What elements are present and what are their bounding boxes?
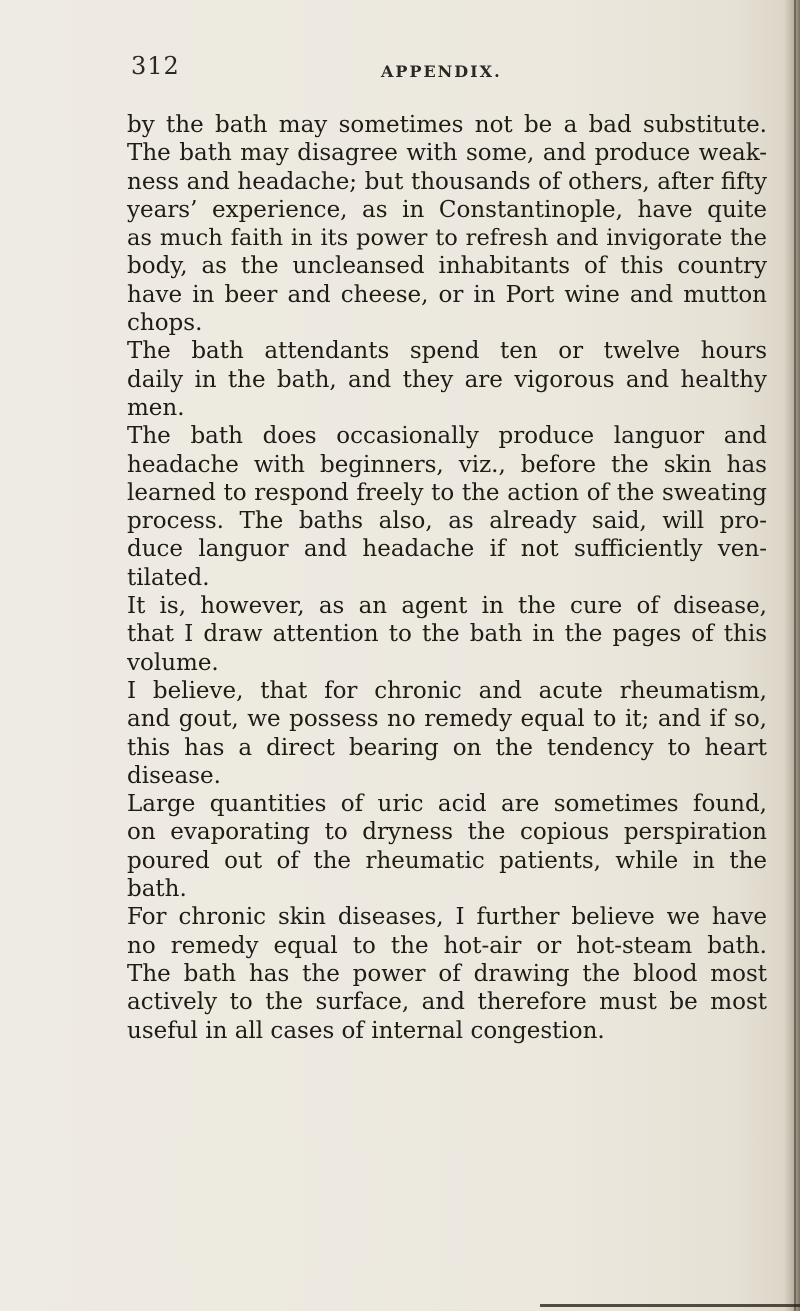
text-line: The bath has the power of drawing the blood most xyxy=(127,960,767,987)
text-line: ness and headache; but thousands of others, after fifty xyxy=(127,168,767,195)
text-line: I believe, that for chronic and acute rheumatism, xyxy=(127,677,767,704)
page-bottom-edge xyxy=(540,1304,800,1307)
text-line: that I draw attention to the bath in the pages of this xyxy=(127,621,767,648)
text-line: tilated. xyxy=(127,564,210,591)
text-line: volume. xyxy=(127,649,219,676)
text-line: The bath attendants spend ten or twelve hours xyxy=(127,338,767,365)
text-line: The bath does occasionally produce languor and xyxy=(127,423,767,450)
page-edge-line xyxy=(794,0,796,1311)
text-line: and gout, we possess no remedy equal to it; and if so, xyxy=(127,706,767,733)
text-line: chops. xyxy=(127,310,203,337)
page-header xyxy=(131,52,771,92)
running-head: APPENDIX. xyxy=(381,62,502,81)
text-line: this has a direct bearing on the tendency to heart xyxy=(127,734,767,761)
text-line: duce languor and headache if not sufficiently ven- xyxy=(127,536,767,563)
text-line: actively to the surface, and therefore must be most xyxy=(127,989,767,1016)
text-line: have in beer and cheese, or in Port wine and mutton xyxy=(127,281,767,308)
text-line: For chronic skin diseases, I further believe we have xyxy=(127,904,767,931)
text-line: The bath may disagree with some, and produce weak- xyxy=(127,140,767,167)
page-number: 312 xyxy=(131,52,180,80)
body-text xyxy=(127,111,767,1045)
page-edge-shadow xyxy=(784,0,800,1311)
text-line: learned to respond freely to the action of the sweating xyxy=(127,479,767,506)
text-line: years’ experience, as in Constantinople, have quite xyxy=(127,196,767,223)
text-line: on evaporating to dryness the copious perspiration xyxy=(127,819,767,846)
text-line: disease. xyxy=(127,762,221,789)
text-line: as much faith in its power to refresh and invigorate the xyxy=(127,225,767,252)
text-line: useful in all cases of internal congestion. xyxy=(127,1017,605,1044)
text-line: It is, however, as an agent in the cure of disease, xyxy=(127,593,767,620)
text-line: by the bath may sometimes not be a bad substitute. xyxy=(127,112,767,138)
text-line: body, as the uncleansed inhabitants of this country xyxy=(127,253,767,280)
text-line: no remedy equal to the hot-air or hot-steam bath. xyxy=(127,932,767,959)
text-line: bath. xyxy=(127,876,187,903)
text-line: Large quantities of uric acid are sometimes found, xyxy=(127,791,767,818)
text-line: poured out of the rheumatic patients, while in the xyxy=(127,847,767,874)
text-line: men. xyxy=(127,394,185,421)
text-line: headache with beginners, viz., before the skin has xyxy=(127,451,767,478)
text-line: daily in the bath, and they are vigorous and healthy xyxy=(127,366,767,393)
text-line: process. The baths also, as already said, will pro- xyxy=(127,508,767,535)
